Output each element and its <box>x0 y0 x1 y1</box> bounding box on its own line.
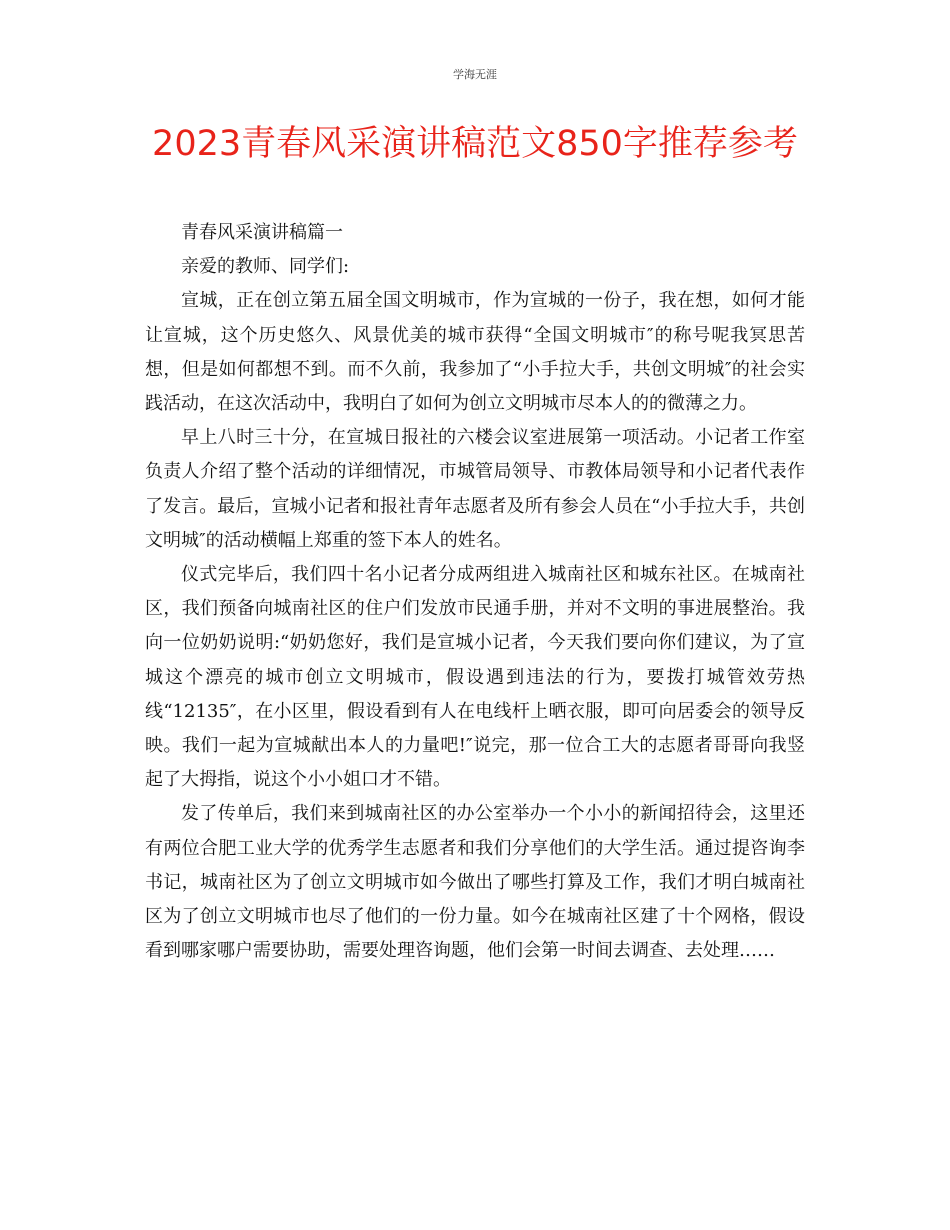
page-header: 学海无涯 <box>453 68 497 81</box>
paragraph: 发了传单后，我们来到城南社区的办公室举办一个小小的新闻招待会，这里还有两位合肥工业大学的优秀学生志愿者和我们分享他们的大学生活。通过提咨询李书记，城南社区为了创立文明城市如今做出了哪些打算及工作，我们才明白城南社区为了创立文明城市也尽了他们的一份力量。如今在城南社区建了十个网格，假设看到哪家哪户需要协助，需要处理咨询题，他们会第一时间去调查、去处理…… <box>145 803 805 962</box>
paragraph: 仪式完毕后，我们四十名小记者分成两组进入城南社区和城东社区。在城南社区，我们预备向城南社区的住户们发放市民通手册，并对不文明的事进展整治。我向一位奶奶说明:“奶奶您好，我们是宣城小记者，今天我们要向你们建议，为了宣城这个漂亮的城市创立文明城市，假设遇到违法的行为，要拨打城管效劳热线“12135″，在小区里，假设看到有人在电线杆上晒衣服，即可向居委会的领导反映。我们一起为宣城献出本人的力量吧!″说完，那一位合工大的志愿者哥哥向我竖起了大拇指，说这个小小姐口才不错。 <box>145 564 805 791</box>
document-body <box>145 216 805 968</box>
paragraph: 早上八时三十分，在宣城日报社的六楼会议室进展第一项活动。小记者工作室负责人介绍了整个活动的详细情况，市城管局领导、市教体局领导和小记者代表作了发言。最后，宣城小记者和报社青年志愿者及所有参会人员在“小手拉大手，共创文明城″的活动横幅上郑重的签下本人的姓名。 <box>145 427 805 551</box>
section-heading: 青春风采演讲稿篇一 <box>181 222 343 243</box>
paragraph: 宣城，正在创立第五届全国文明城市，作为宣城的一份子，我在想，如何才能让宣城，这个历史悠久、风景优美的城市获得“全国文明城市″的称号呢我冥思苦想，但是如何都想不到。而不久前，我参加了“小手拉大手，共创文明城″的社会实践活动，在这次活动中，我明白了如何为创立文明城市尽本人的的微薄之力。 <box>145 290 805 415</box>
salutation: 亲爱的教师、同学们: <box>181 256 350 278</box>
document-title: 2023青春风采演讲稿范文850字推荐参考 <box>152 124 798 164</box>
